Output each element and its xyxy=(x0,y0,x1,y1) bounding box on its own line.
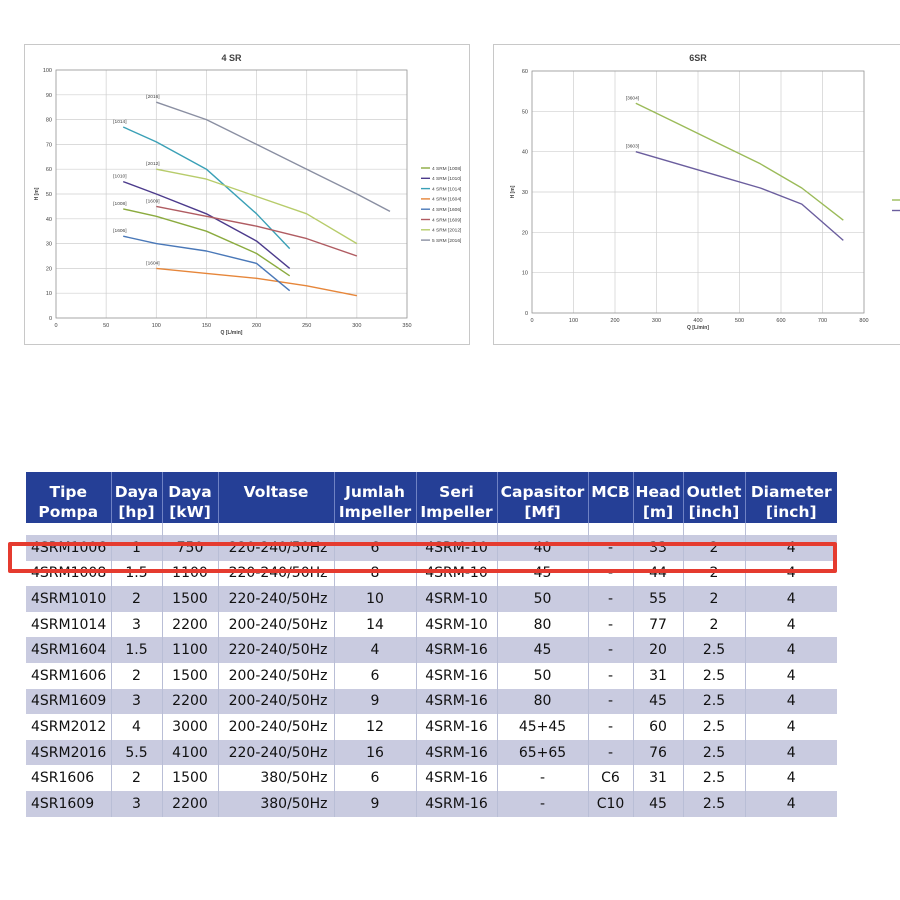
chart1-series-label: [1014] xyxy=(113,120,127,126)
table-cell: 4 xyxy=(745,561,837,587)
table-row xyxy=(26,765,837,791)
chart2-title: 6SR xyxy=(689,53,707,63)
column-header-text: [Mf] xyxy=(524,503,561,521)
table-cell: 1 xyxy=(111,535,162,561)
table-cell: 4SRM1008 xyxy=(26,561,111,587)
chart1-series-label: [2016] xyxy=(146,95,160,101)
table-cell: 380/50Hz xyxy=(218,765,334,791)
column-header-text: [kW] xyxy=(169,503,211,521)
table-cell: 2 xyxy=(683,586,745,612)
chart1-ytick-label: 80 xyxy=(45,117,52,124)
highlight-box xyxy=(8,542,837,573)
chart1-ytick-label: 90 xyxy=(45,92,52,99)
column-header xyxy=(683,472,745,523)
table-cell: 4100 xyxy=(162,740,218,766)
table-cell: 1.5 xyxy=(111,637,162,663)
chart1-xtick-label: 150 xyxy=(201,323,212,329)
table-cell: 4SR1609 xyxy=(26,791,111,817)
column-header-text: Impeller xyxy=(338,503,412,521)
chart1-series-line xyxy=(156,102,390,211)
column-header xyxy=(588,472,633,523)
table-cell: 45 xyxy=(497,561,588,587)
chart2-series-label: [3603] xyxy=(625,144,640,150)
table-cell: 2.5 xyxy=(683,689,745,715)
table-cell: 4SRM-16 xyxy=(416,663,497,689)
table-cell: 3 xyxy=(111,612,162,638)
spacer-cell xyxy=(588,523,633,535)
column-header xyxy=(633,472,683,523)
spacer-cell xyxy=(218,523,334,535)
chart1-xtick-label: 200 xyxy=(251,323,262,329)
column-header-text: MCB xyxy=(591,483,630,501)
table-cell: 8 xyxy=(334,561,416,587)
table-cell: 2200 xyxy=(162,612,218,638)
table-cell: 20 xyxy=(633,637,683,663)
table-cell: 4SRM-16 xyxy=(416,689,497,715)
table-cell: 10 xyxy=(334,586,416,612)
chart2-xtick-label: 100 xyxy=(568,318,579,324)
table-cell: - xyxy=(588,586,633,612)
table-cell: - xyxy=(588,535,633,561)
table-cell: 50 xyxy=(497,663,588,689)
chart1-xtick-label: 250 xyxy=(302,323,312,329)
table-cell: 1100 xyxy=(162,637,218,663)
chart1-legend-entry: 4 SRM [1008] xyxy=(432,166,462,172)
table-cell: 220-240/50Hz xyxy=(218,740,334,766)
table-cell: 4 xyxy=(745,765,837,791)
chart1-ytick-label: 0 xyxy=(48,316,52,322)
table-cell: 2 xyxy=(683,535,745,561)
chart2-xtick-label: 600 xyxy=(776,318,786,324)
chart2-ytick-label: 20 xyxy=(521,230,528,237)
column-header xyxy=(111,472,162,523)
table-cell: 1.5 xyxy=(111,561,162,587)
table-cell: 40 xyxy=(497,535,588,561)
table-cell: 2 xyxy=(111,663,162,689)
table-row xyxy=(26,689,837,715)
spacer-cell xyxy=(416,523,497,535)
chart2-xtick-label: 400 xyxy=(693,318,703,324)
column-header-text: Diameter xyxy=(750,483,832,501)
table-cell: 80 xyxy=(497,612,588,638)
table-cell: 220-240/50Hz xyxy=(218,561,334,587)
column-header-text: Impeller xyxy=(420,503,493,521)
table-cell: 80 xyxy=(497,689,588,715)
table-cell: 6 xyxy=(334,663,416,689)
chart1-series-label: [1606] xyxy=(113,229,127,235)
table-header xyxy=(26,472,837,523)
chart1-legend-entry: 4 SRM [1014] xyxy=(432,187,462,193)
table-cell: 2.5 xyxy=(683,714,745,740)
table-cell: 2200 xyxy=(162,689,218,715)
table-cell: 31 xyxy=(633,765,683,791)
chart1-ytick-label: 20 xyxy=(45,266,52,273)
column-header-text: [inch] xyxy=(765,503,817,521)
chart2-ytick-label: 60 xyxy=(521,69,528,75)
table-cell: 200-240/50Hz xyxy=(218,663,334,689)
column-header-text: Pompa xyxy=(38,503,99,521)
chart2-xtick-label: 800 xyxy=(859,318,869,324)
table-cell: C6 xyxy=(588,765,633,791)
chart2-xtick-label: 300 xyxy=(651,318,662,324)
table-cell: 45+45 xyxy=(497,714,588,740)
chart2-ytick-label: 50 xyxy=(521,109,528,116)
column-header-text: Voltase xyxy=(243,483,309,501)
chart2-xlabel: Q [L/min] xyxy=(687,325,709,331)
table-row xyxy=(26,740,837,766)
spacer-cell xyxy=(162,523,218,535)
chart2-ylabel: H [m] xyxy=(510,185,516,199)
table-cell: - xyxy=(588,561,633,587)
chart1-legend-entry: 4 SRM [1010] xyxy=(432,177,462,183)
chart1-ytick-label: 100 xyxy=(42,68,52,74)
table-cell: 220-240/50Hz xyxy=(218,535,334,561)
table-cell: 3 xyxy=(111,791,162,817)
chart2-ytick-label: 40 xyxy=(521,149,528,156)
table-cell: - xyxy=(588,637,633,663)
spacer-cell xyxy=(683,523,745,535)
column-header-text: Capasitor xyxy=(500,483,585,501)
table-cell: 2 xyxy=(683,561,745,587)
table-row xyxy=(26,714,837,740)
table-cell: 33 xyxy=(633,535,683,561)
column-header-text: [inch] xyxy=(688,503,740,521)
spacer-cell xyxy=(497,523,588,535)
table-cell: 2 xyxy=(683,612,745,638)
table-cell: 45 xyxy=(497,637,588,663)
table-cell: 4SR1606 xyxy=(26,765,111,791)
table-cell: 65+65 xyxy=(497,740,588,766)
table-cell: 12 xyxy=(334,714,416,740)
table-cell: 2 xyxy=(111,586,162,612)
table-cell: 380/50Hz xyxy=(218,791,334,817)
column-header xyxy=(162,472,218,523)
table-cell: 4SRM1006 xyxy=(26,535,111,561)
table-row xyxy=(26,586,837,612)
table-spacer-row xyxy=(26,523,837,535)
table-cell: 45 xyxy=(633,689,683,715)
column-header xyxy=(497,472,588,523)
chart-6sr-svg xyxy=(494,45,900,346)
column-header-text: Daya xyxy=(114,483,159,501)
column-header xyxy=(416,472,497,523)
table-cell: - xyxy=(588,740,633,766)
spacer-cell xyxy=(633,523,683,535)
table-cell: 4SRM1606 xyxy=(26,663,111,689)
table-cell: 4SRM2016 xyxy=(26,740,111,766)
chart1-xlabel: Q [L/min] xyxy=(220,330,243,336)
column-header xyxy=(218,472,334,523)
chart2-xtick-label: 200 xyxy=(610,318,620,324)
table-cell: 4SRM-16 xyxy=(416,740,497,766)
table-cell: 750 xyxy=(162,535,218,561)
chart2-xtick-label: 700 xyxy=(817,318,828,324)
chart2-xtick-label: 0 xyxy=(530,318,534,324)
table-cell: - xyxy=(497,791,588,817)
table-cell: 4 xyxy=(745,740,837,766)
table-cell: 200-240/50Hz xyxy=(218,689,334,715)
chart-4sr-svg xyxy=(25,45,471,346)
table-cell: 6 xyxy=(334,535,416,561)
table-cell: 1500 xyxy=(162,663,218,689)
spacer-cell xyxy=(745,523,837,535)
chart2-ytick-label: 30 xyxy=(521,190,528,196)
chart1-title: 4 SR xyxy=(221,53,242,63)
chart1-xtick-label: 300 xyxy=(352,323,362,329)
table-cell: 4SRM2012 xyxy=(26,714,111,740)
table-row xyxy=(26,663,837,689)
table-cell: 44 xyxy=(633,561,683,587)
table-cell: - xyxy=(588,663,633,689)
table-cell: 3000 xyxy=(162,714,218,740)
table-cell: 1500 xyxy=(162,765,218,791)
table-cell: 4SRM-16 xyxy=(416,637,497,663)
table-cell: 2.5 xyxy=(683,663,745,689)
chart1-ytick-label: 40 xyxy=(45,216,52,223)
table-cell: 4SRM1604 xyxy=(26,637,111,663)
table-cell: 4 xyxy=(334,637,416,663)
table-cell: 6 xyxy=(334,765,416,791)
pump-spec-table xyxy=(26,472,837,817)
table-cell: 4SRM-10 xyxy=(416,535,497,561)
column-header-text: Outlet xyxy=(686,483,742,501)
column-header-text: [hp] xyxy=(118,503,155,521)
table-cell: 4SRM1010 xyxy=(26,586,111,612)
table-cell: 55 xyxy=(633,586,683,612)
table-cell: 4 xyxy=(745,689,837,715)
chart1-series-label: [2012] xyxy=(146,162,160,168)
column-header-text: Daya xyxy=(168,483,212,501)
table-cell: - xyxy=(588,612,633,638)
table-cell: 200-240/50Hz xyxy=(218,714,334,740)
spacer-cell xyxy=(26,523,111,535)
table-cell: - xyxy=(588,714,633,740)
chart1-xtick-label: 0 xyxy=(54,323,58,329)
chart2-ytick-label: 0 xyxy=(524,311,528,317)
chart1-series-label: [1008] xyxy=(113,201,127,207)
chart1-xtick-label: 50 xyxy=(103,323,110,329)
table-cell: 4SRM1609 xyxy=(26,689,111,715)
chart1-legend-entry: 4 SRM [1609] xyxy=(432,218,462,224)
chart1-ytick-label: 50 xyxy=(45,192,52,198)
table-cell: 4SRM-16 xyxy=(416,765,497,791)
table-cell: 220-240/50Hz xyxy=(218,637,334,663)
chart-4sr xyxy=(24,44,470,345)
table-cell: 5.5 xyxy=(111,740,162,766)
column-header xyxy=(745,472,837,523)
table-cell: 4 xyxy=(745,586,837,612)
table-cell: 4 xyxy=(745,612,837,638)
column-header-text: Seri xyxy=(439,483,474,501)
table-cell: 4SRM-16 xyxy=(416,791,497,817)
table-cell: 200-240/50Hz xyxy=(218,612,334,638)
table-cell: 16 xyxy=(334,740,416,766)
table-cell: 4 xyxy=(745,714,837,740)
table-cell: 76 xyxy=(633,740,683,766)
table-cell: 60 xyxy=(633,714,683,740)
column-header-text: Head xyxy=(635,483,681,501)
table-cell: 50 xyxy=(497,586,588,612)
table-cell: 4SRM-10 xyxy=(416,561,497,587)
chart1-legend-entry: 5 SRM [2016] xyxy=(432,238,462,244)
table-cell: 4SRM-10 xyxy=(416,612,497,638)
table-cell: 2.5 xyxy=(683,637,745,663)
chart1-xtick-label: 100 xyxy=(151,323,161,329)
table-cell: 2.5 xyxy=(683,765,745,791)
table-cell: 9 xyxy=(334,791,416,817)
table-cell: 1100 xyxy=(162,561,218,587)
chart1-legend-entry: 4 SRM [1604] xyxy=(432,197,462,203)
table-cell: 2.5 xyxy=(683,740,745,766)
chart1-ytick-label: 10 xyxy=(45,291,52,298)
table-cell: 4 xyxy=(745,535,837,561)
table-cell: 4 xyxy=(745,791,837,817)
table-cell: 14 xyxy=(334,612,416,638)
chart1-ytick-label: 30 xyxy=(45,241,52,248)
column-header-text: Tipe xyxy=(49,483,87,501)
table-cell: 2.5 xyxy=(683,791,745,817)
table-row xyxy=(26,791,837,817)
table-cell: 1500 xyxy=(162,586,218,612)
chart1-legend-entry: 4 SRM [2012] xyxy=(432,228,462,234)
column-header xyxy=(26,472,111,523)
chart1-series-label: [1609] xyxy=(146,199,160,205)
table-cell: 4SRM-10 xyxy=(416,586,497,612)
table-cell: 3 xyxy=(111,689,162,715)
chart1-legend-entry: 4 SRM [1606] xyxy=(432,208,462,213)
table-row xyxy=(26,637,837,663)
column-header-text: Jumlah xyxy=(345,483,405,501)
chart2-series-label: [3604] xyxy=(625,96,640,102)
chart2-xtick-label: 500 xyxy=(734,318,745,324)
spacer-cell xyxy=(111,523,162,535)
table-cell: 4SRM-16 xyxy=(416,714,497,740)
spacer-cell xyxy=(334,523,416,535)
table-cell: 4SRM1014 xyxy=(26,612,111,638)
table-cell: - xyxy=(588,689,633,715)
table-header-row xyxy=(26,472,837,523)
table-cell: 31 xyxy=(633,663,683,689)
chart1-xtick-label: 350 xyxy=(402,323,412,329)
table-cell: 2 xyxy=(111,765,162,791)
table-cell: C10 xyxy=(588,791,633,817)
chart1-series-label: [1604] xyxy=(146,261,160,267)
column-header-text: [m] xyxy=(642,503,674,521)
table-cell: 2200 xyxy=(162,791,218,817)
table-cell: 4 xyxy=(745,663,837,689)
chart1-ylabel: H [m] xyxy=(34,187,40,201)
chart2-ytick-label: 10 xyxy=(521,270,528,277)
chart1-ytick-label: 70 xyxy=(45,142,52,149)
table-cell: 220-240/50Hz xyxy=(218,586,334,612)
table-row xyxy=(26,612,837,638)
chart1-series-label: [1010] xyxy=(113,174,127,180)
column-header xyxy=(334,472,416,523)
table-cell: 9 xyxy=(334,689,416,715)
chart-6sr xyxy=(493,44,900,345)
table-cell: 4 xyxy=(745,637,837,663)
table-cell: 4 xyxy=(111,714,162,740)
table-cell: 77 xyxy=(633,612,683,638)
table-cell: - xyxy=(497,765,588,791)
chart1-ytick-label: 60 xyxy=(45,167,52,174)
table-cell: 45 xyxy=(633,791,683,817)
